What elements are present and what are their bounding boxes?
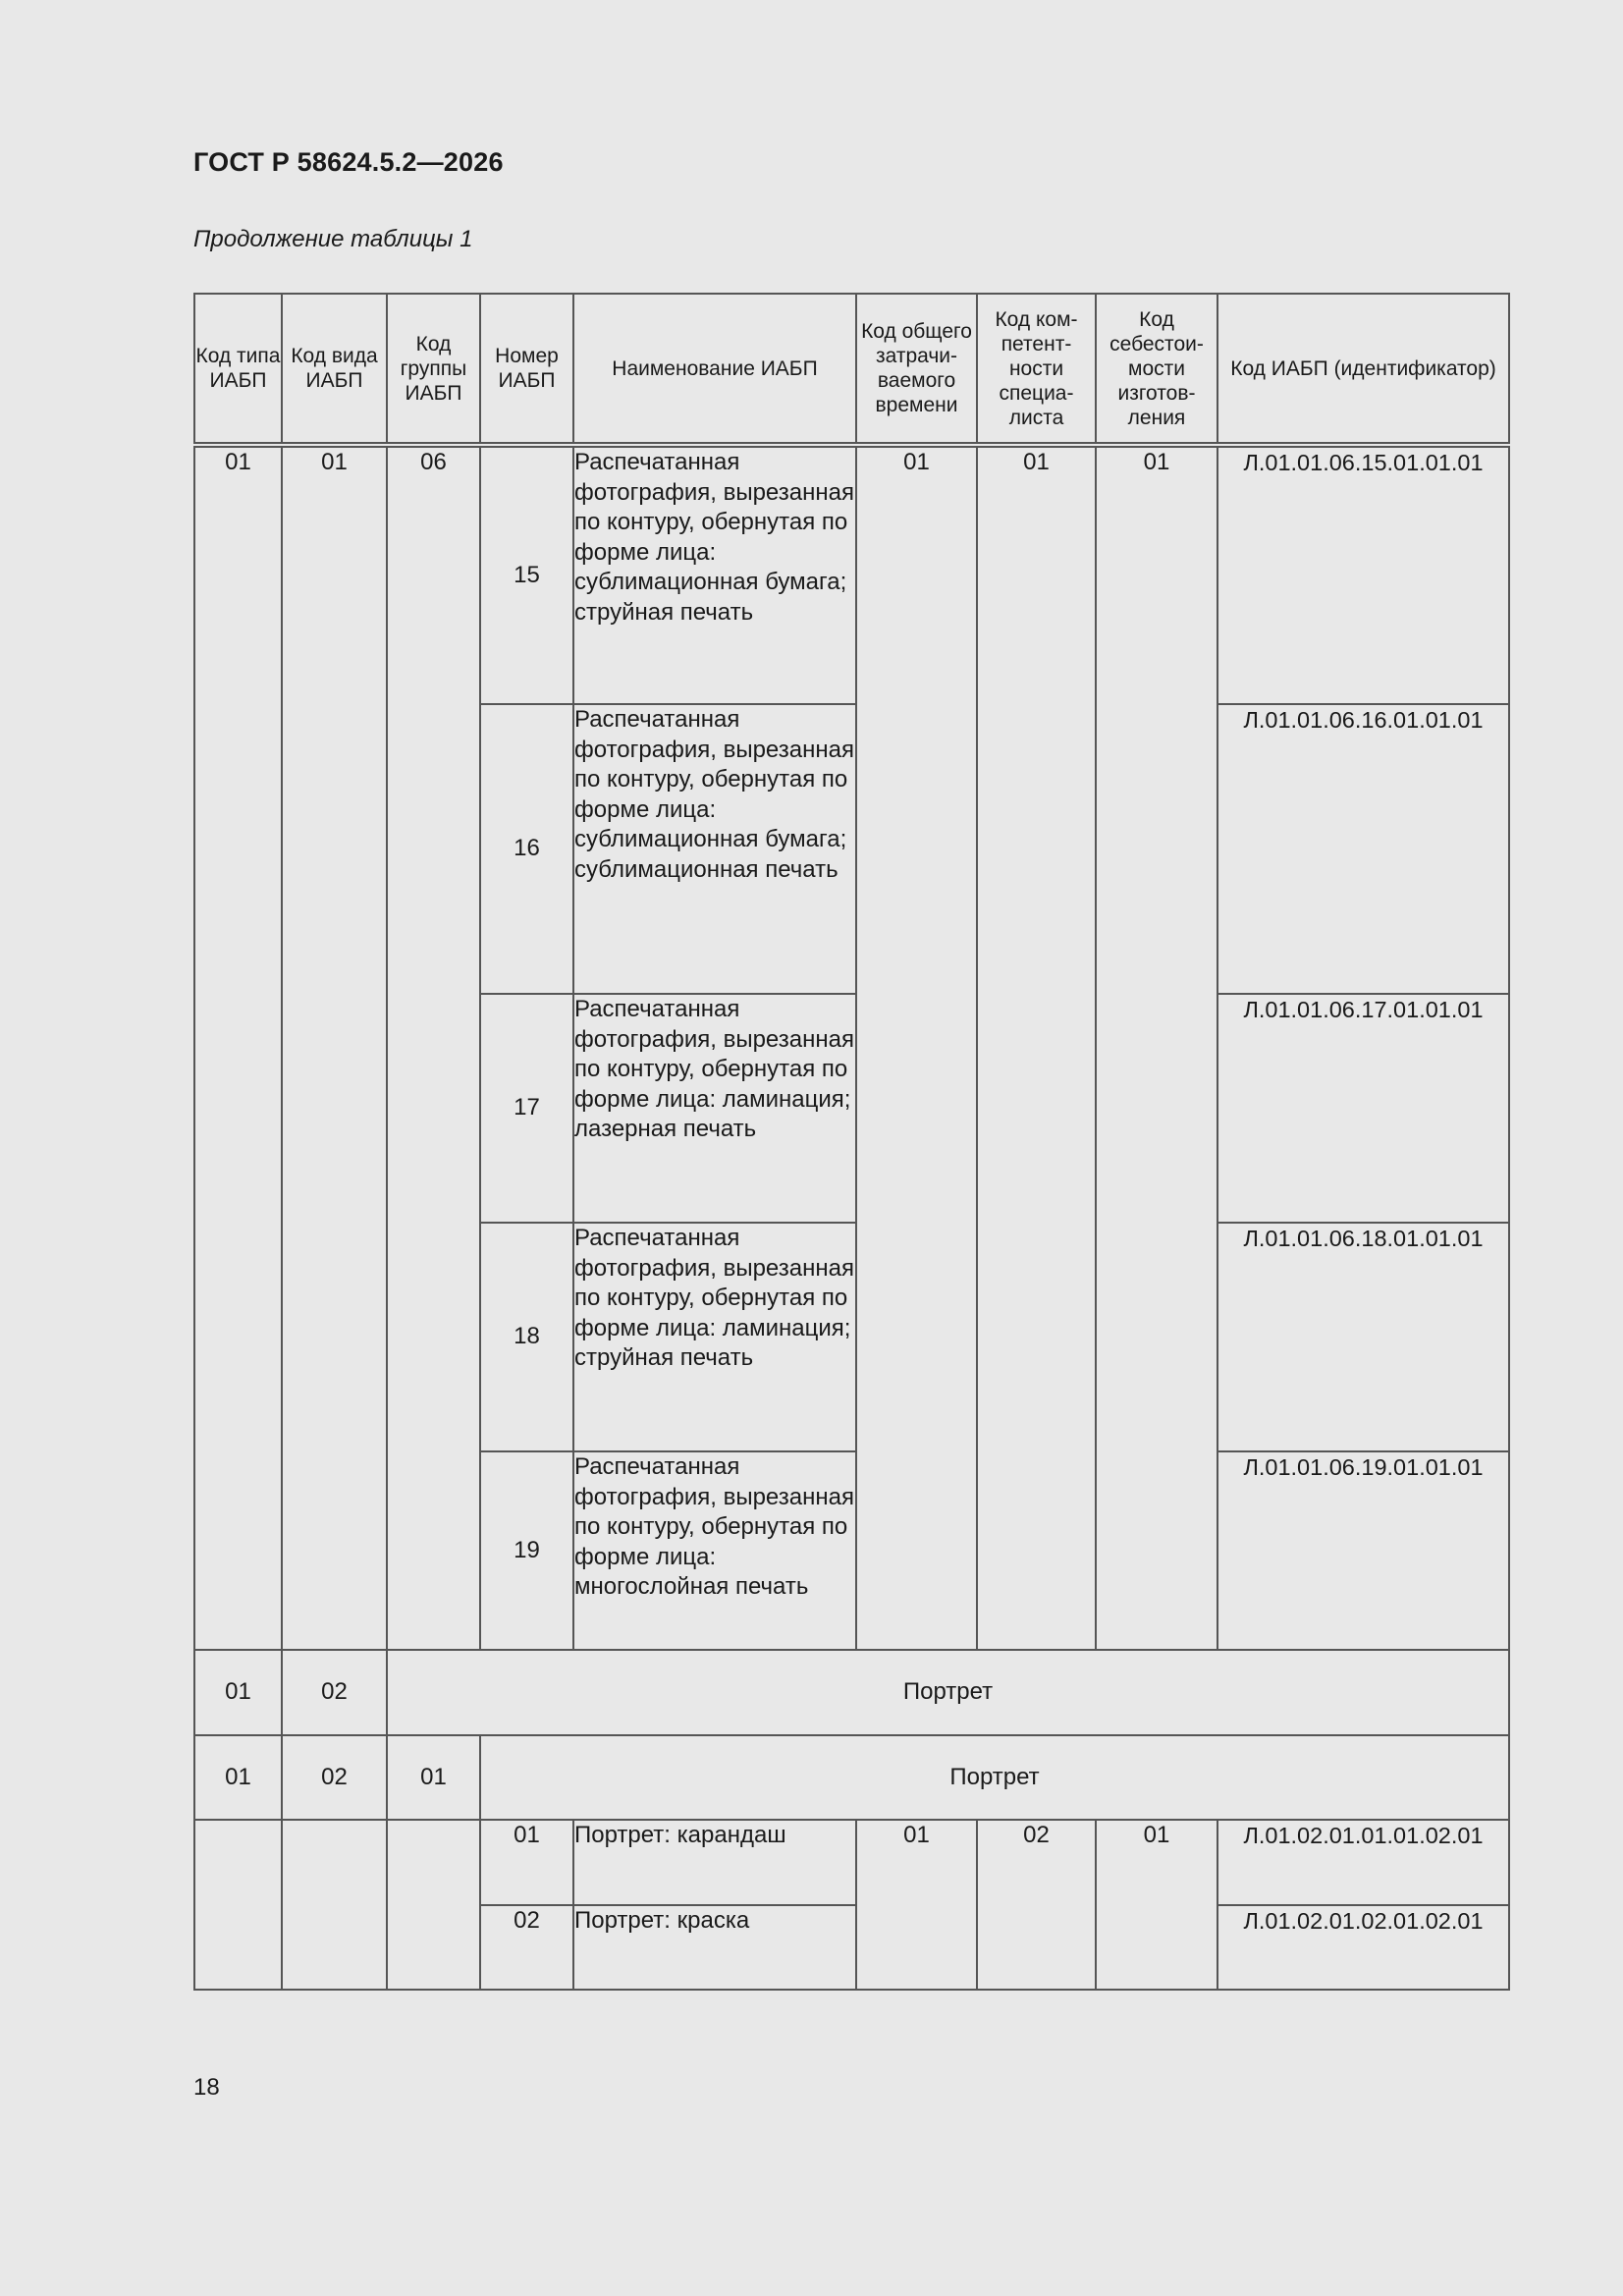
document-title: ГОСТ Р 58624.5.2—2026 (193, 147, 504, 177)
group-code-cell: 01 (387, 1735, 480, 1820)
time-code-cell: 01 (856, 1820, 977, 1990)
time-code-cell: 01 (856, 445, 977, 1650)
number-cell: 18 (480, 1223, 573, 1451)
iabp-table (193, 293, 1510, 1991)
name-cell: Портрет: карандаш (573, 1820, 856, 1905)
empty-cell (282, 1820, 387, 1990)
type-code-cell: 01 (194, 1650, 282, 1735)
cost-code-cell: 01 (1096, 445, 1217, 1650)
column-header: Код типа ИАБП (194, 294, 282, 445)
kind-title-cell: Портрет (387, 1650, 1509, 1735)
column-header: Код ком-петент-ности специа-листа (977, 294, 1096, 445)
table-continuation-caption: Продолжение таблицы 1 (193, 226, 473, 252)
iabp-id-cell: Л.01.01.06.15.01.01.01 (1217, 445, 1509, 704)
competence-code-cell: 01 (977, 445, 1096, 1650)
empty-cell (194, 1820, 282, 1990)
kind-row (194, 1650, 1509, 1735)
column-header: Код общего затрачи-ваемого времени (856, 294, 977, 445)
number-cell: 19 (480, 1451, 573, 1650)
name-cell: Распечатанная фотография, вырезанная по контуру, обернутая по форме лица: многослойная печать (573, 1451, 856, 1650)
iabp-id-cell: Л.01.02.01.01.01.02.01 (1217, 1820, 1509, 1905)
iabp-id-cell: Л.01.01.06.18.01.01.01 (1217, 1223, 1509, 1451)
group-row (194, 1735, 1509, 1820)
kind-code-cell: 02 (282, 1650, 387, 1735)
number-cell: 02 (480, 1905, 573, 1990)
iabp-id-cell: Л.01.01.06.16.01.01.01 (1217, 704, 1509, 994)
table-row (194, 445, 1509, 704)
table-row (194, 1820, 1509, 1905)
iabp-id-cell: Л.01.02.01.02.01.02.01 (1217, 1905, 1509, 1990)
group-title-cell: Портрет (480, 1735, 1509, 1820)
group-code-cell: 06 (387, 445, 480, 1650)
kind-code-cell: 02 (282, 1735, 387, 1820)
number-cell: 17 (480, 994, 573, 1223)
type-code-cell: 01 (194, 445, 282, 1650)
page-number: 18 (193, 2074, 220, 2101)
number-cell: 01 (480, 1820, 573, 1905)
name-cell: Портрет: краска (573, 1905, 856, 1990)
name-cell: Распечатанная фотография, вырезанная по контуру, обернутая по форме лица: сублимационная бумага; струйная печать (573, 445, 856, 704)
column-header: Код группы ИАБП (387, 294, 480, 445)
iabp-id-cell: Л.01.01.06.19.01.01.01 (1217, 1451, 1509, 1650)
name-cell: Распечатанная фотография, вырезанная по контуру, обернутая по форме лица: сублимационная бумага; сублимационная печать (573, 704, 856, 994)
name-cell: Распечатанная фотография, вырезанная по контуру, обернутая по форме лица: ламинация; струйная печать (573, 1223, 856, 1451)
column-header: Наименование ИАБП (573, 294, 856, 445)
name-cell: Распечатанная фотография, вырезанная по контуру, обернутая по форме лица: ламинация; лазерная печать (573, 994, 856, 1223)
number-cell: 16 (480, 704, 573, 994)
iabp-id-cell: Л.01.01.06.17.01.01.01 (1217, 994, 1509, 1223)
number-cell: 15 (480, 445, 573, 704)
column-header: Код ИАБП (идентификатор) (1217, 294, 1509, 445)
type-code-cell: 01 (194, 1735, 282, 1820)
competence-code-cell: 02 (977, 1820, 1096, 1990)
column-header: Код себестои-мости изготов-ления (1096, 294, 1217, 445)
kind-code-cell: 01 (282, 445, 387, 1650)
table-header-row (194, 294, 1509, 445)
empty-cell (387, 1820, 480, 1990)
column-header: Номер ИАБП (480, 294, 573, 445)
cost-code-cell: 01 (1096, 1820, 1217, 1990)
column-header: Код вида ИАБП (282, 294, 387, 445)
